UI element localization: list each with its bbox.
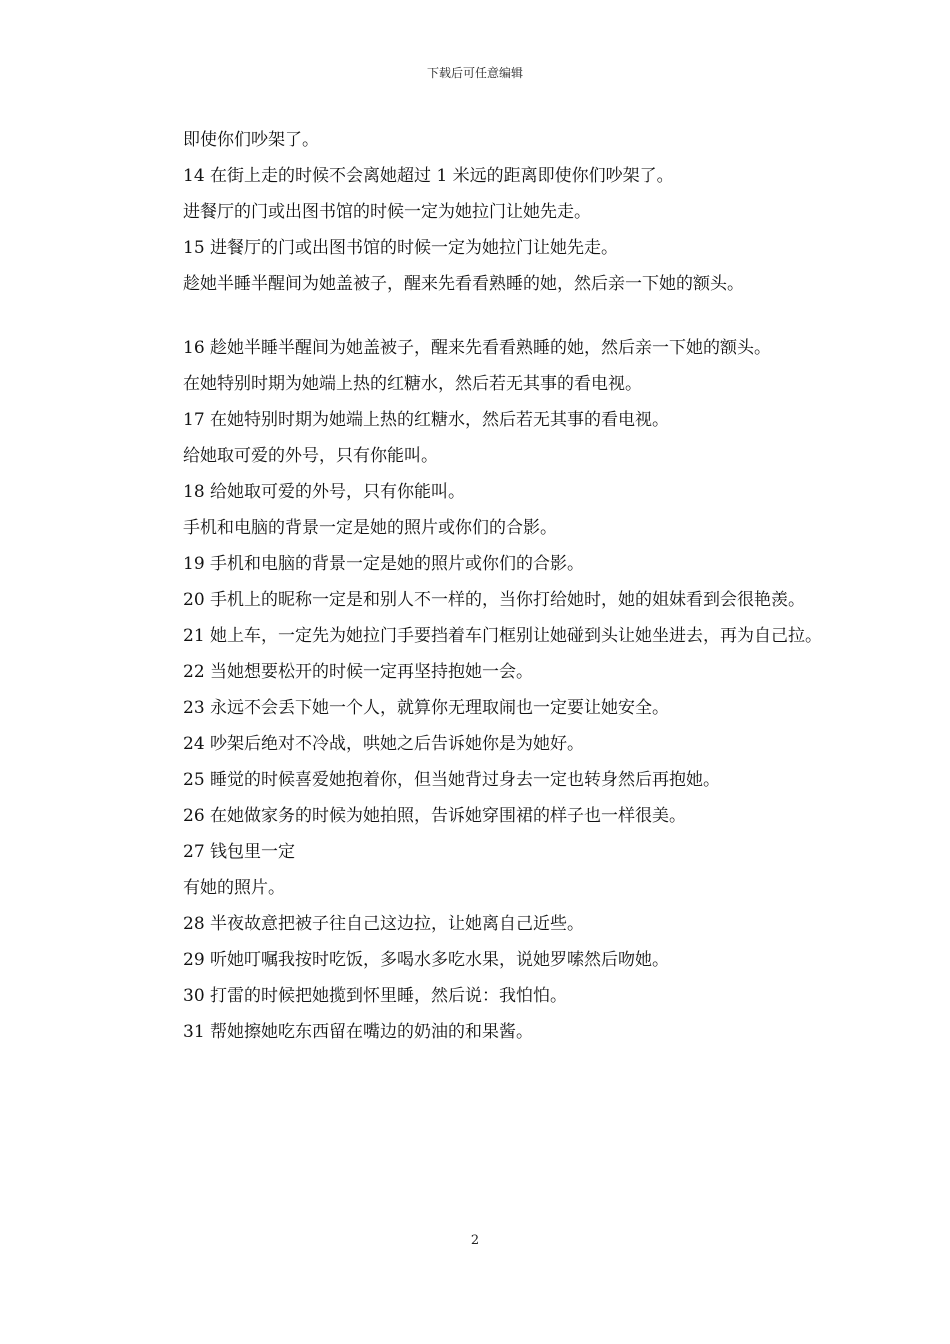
- paragraph: 21 她上车，一定先为她拉门手要挡着车门框别让她碰到头让她坐进去，再为自己拉。: [183, 626, 823, 646]
- document-body: [145, 122, 825, 1050]
- paragraph: 进餐厅的门或出图书馆的时候一定为她拉门让她先走。: [183, 202, 591, 222]
- paragraph: 15 进餐厅的门或出图书馆的时候一定为她拉门让她先走。: [183, 238, 619, 258]
- paragraph: 22 当她想要松开的时候一定再坚持抱她一会。: [183, 662, 534, 682]
- paragraph: 28 半夜故意把被子往自己这边拉，让她离自己近些。: [183, 914, 585, 934]
- paragraph: 24 吵架后绝对不冷战，哄她之后告诉她你是为她好。: [183, 734, 585, 754]
- paragraph: 20 手机上的昵称一定是和别人不一样的，当你打给她时，她的姐妹看到会很艳羡。: [183, 590, 806, 610]
- paragraph: 趁她半睡半醒间为她盖被子，醒来先看看熟睡的她，然后亲一下她的额头。: [183, 274, 744, 294]
- paragraph: 30 打雷的时候把她揽到怀里睡，然后说：我怕怕。: [183, 986, 568, 1006]
- page-number: 2: [470, 1233, 480, 1248]
- paragraph: 19 手机和电脑的背景一定是她的照片或你们的合影。: [183, 554, 585, 574]
- paragraph: 有她的照片。: [183, 878, 285, 898]
- paragraph: 31 帮她擦她吃东西留在嘴边的奶油的和果酱。: [183, 1022, 534, 1042]
- paragraph: 25 睡觉的时候喜爱她抱着你，但当她背过身去一定也转身然后再抱她。: [183, 770, 721, 790]
- paragraph: 17 在她特别时期为她端上热的红糖水，然后若无其事的看电视。: [183, 410, 670, 430]
- paragraph: 18 给她取可爱的外号，只有你能叫。: [183, 482, 466, 502]
- paragraph: 16 趁她半睡半醒间为她盖被子，醒来先看看熟睡的她，然后亲一下她的额头。: [183, 338, 772, 358]
- paragraph: 27 钱包里一定: [183, 842, 296, 862]
- paragraph: 给她取可爱的外号，只有你能叫。: [183, 446, 438, 466]
- paragraph: 29 听她叮嘱我按时吃饭，多喝水多吃水果，说她罗嗦然后吻她。: [183, 950, 670, 970]
- paragraph: 手机和电脑的背景一定是她的照片或你们的合影。: [183, 518, 557, 538]
- paragraph: 26 在她做家务的时候为她拍照，告诉她穿围裙的样子也一样很美。: [183, 806, 687, 826]
- paragraph: 23 永远不会丢下她一个人，就算你无理取闹也一定要让她安全。: [183, 698, 670, 718]
- paragraph: 14 在街上走的时候不会离她超过 1 米远的距离即使你们吵架了。: [183, 166, 674, 186]
- page-header: 下载后可任意编辑: [426, 66, 523, 80]
- paragraph: 在她特别时期为她端上热的红糖水，然后若无其事的看电视。: [183, 374, 642, 394]
- paragraph: 即使你们吵架了。: [183, 130, 319, 150]
